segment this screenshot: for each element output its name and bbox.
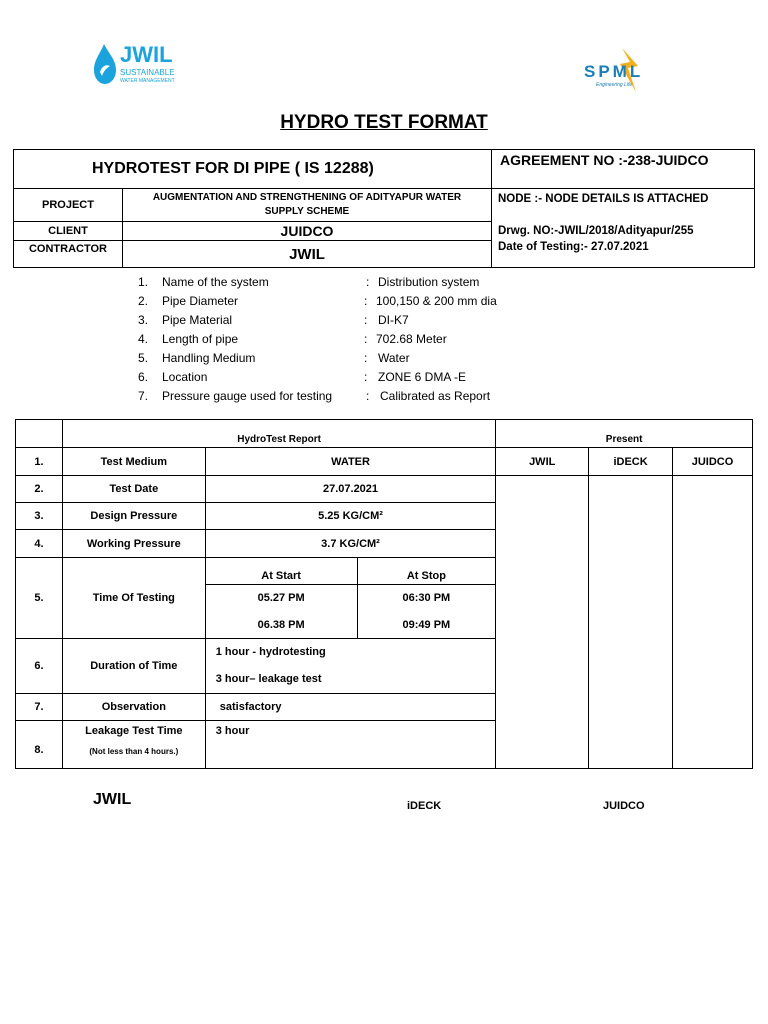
main-title-cell: HYDROTEST FOR DI PIPE ( IS 12288) xyxy=(14,150,492,189)
table-row: 5. Time Of Testing At Start At Stop xyxy=(16,558,753,585)
header-table xyxy=(13,149,755,268)
date-of-testing: Date of Testing:- 27.07.2021 xyxy=(498,241,649,253)
table-row: 4. Working Pressure 3.7 KG/CM² xyxy=(16,530,753,558)
table-row: 06.38 PM 09:49 PM xyxy=(16,612,753,639)
juidco-signature-cell xyxy=(673,476,753,769)
signature-ideck: iDECK xyxy=(407,800,442,812)
present-juidco: JUIDCO xyxy=(673,448,753,476)
leakage-label: Leakage Test Time xyxy=(85,725,183,737)
drawing-no: Drwg. NO:-JWIL/2018/Adityapur/255 xyxy=(498,225,694,237)
table-row: 05.27 PM 06:30 PM xyxy=(16,585,753,612)
jwil-logo-text: JWIL xyxy=(120,42,173,67)
table-row: 8. Leakage Test Time (Not less than 4 hours.) 3 hour xyxy=(16,721,753,769)
table-row: 2. Test Date 27.07.2021 xyxy=(16,476,753,503)
jwil-logo-tagline: SUSTAINABLE xyxy=(120,68,175,77)
leakage-note: (Not less than 4 hours.) xyxy=(89,747,179,756)
report-header: HydroTest Report xyxy=(62,420,495,448)
agreement-cell: AGREEMENT NO :-238-JUIDCO xyxy=(492,150,755,189)
present-header: Present xyxy=(496,420,753,448)
contractor-value: JWIL xyxy=(123,241,492,268)
present-jwil: JWIL xyxy=(496,448,589,476)
jwil-logo-subtagline: WATER MANAGEMENT xyxy=(120,78,175,84)
contractor-label: CONTRACTOR xyxy=(14,241,123,268)
table-row: 7. Observation satisfactory xyxy=(16,694,753,721)
signature-juidco: JUIDCO xyxy=(603,800,645,812)
signature-jwil: JWIL xyxy=(93,791,132,808)
present-ideck: iDECK xyxy=(589,448,673,476)
project-label: PROJECT xyxy=(14,189,123,222)
at-start-label: At Start xyxy=(205,558,357,585)
table-row: 3. Design Pressure 5.25 KG/CM² xyxy=(16,503,753,530)
spml-logo-tagline: Engineering Life xyxy=(596,82,633,88)
table-row: 6. Duration of Time 1 hour - hydrotesting 3 hour– leakage test xyxy=(16,639,753,694)
report-table xyxy=(15,419,753,769)
page-title: HYDRO TEST FORMAT xyxy=(280,112,488,133)
node-text: NODE :- NODE DETAILS IS ATTACHED xyxy=(498,193,709,205)
duration-line-2: 3 hour– leakage test xyxy=(215,673,322,685)
client-value: JUIDCO xyxy=(123,222,492,241)
node-cell xyxy=(492,189,755,268)
project-value: AUGMENTATION AND STRENGTHENING OF ADITYAPUR WATER SUPPLY SCHEME xyxy=(123,189,492,222)
jwil-logo xyxy=(92,40,182,96)
spml-logo-text: SPML xyxy=(584,62,644,81)
duration-line-1: 1 hour - hydrotesting xyxy=(215,646,326,658)
spml-logo xyxy=(582,46,664,96)
at-stop-label: At Stop xyxy=(357,558,496,585)
client-label: CLIENT xyxy=(14,222,123,241)
jwil-signature-cell xyxy=(496,476,589,769)
ideck-signature-cell xyxy=(589,476,673,769)
table-row: 1. Test Medium WATER JWIL iDECK JUIDCO xyxy=(16,448,753,476)
